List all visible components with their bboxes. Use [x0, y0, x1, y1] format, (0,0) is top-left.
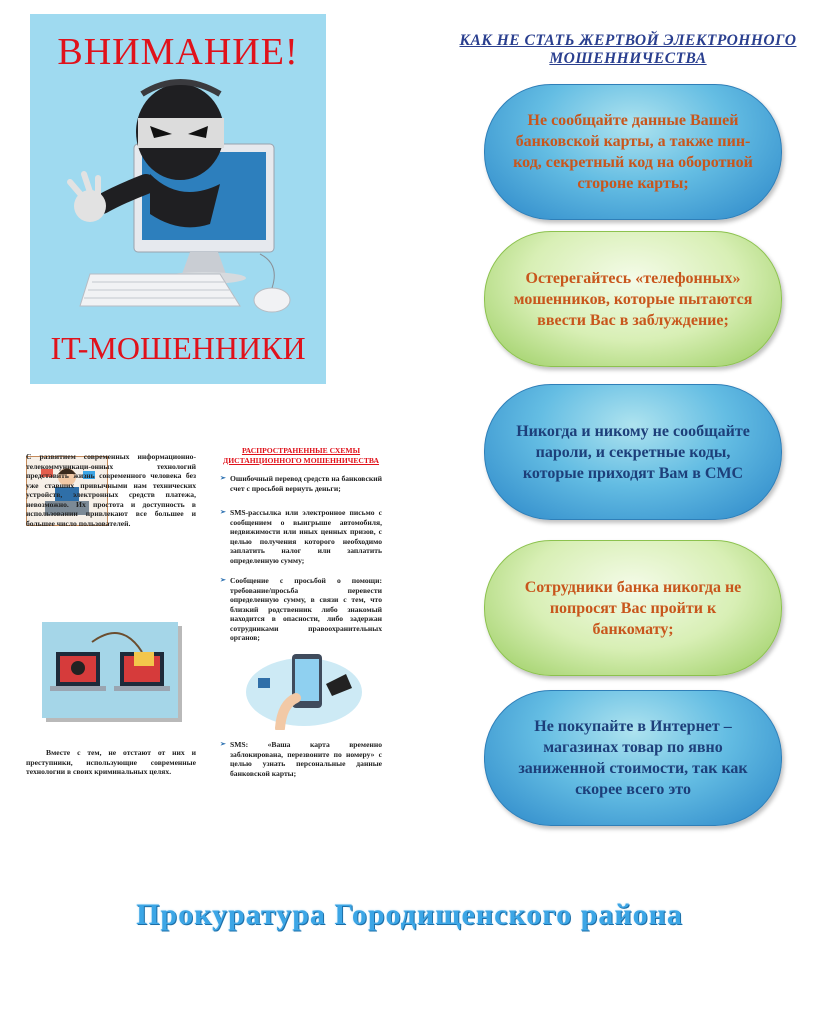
- tip-text: Сотрудники банка никогда не попросят Вас пройти к банкомату;: [524, 578, 742, 638]
- tip-card-1: [484, 84, 782, 220]
- scheme-item-2: ➢ SMS-рассылка или электронное письмо с сообщением о выигрыше автомобиля, недвижимости или иных ценных призов, с целью получения которого необходимо заплатить налог или заплатить определенную сумму;: [220, 508, 382, 565]
- phone-thief-illustration: [242, 644, 366, 730]
- poster-subtitle: IT-МОШЕННИКИ: [50, 330, 306, 366]
- tips-heading: КАК НЕ СТАТЬ ЖЕРТВОЙ ЭЛЕКТРОННОГО МОШЕННИЧЕСТВА: [459, 32, 797, 67]
- outro-text: Вместе с тем, не отстают от них и преступники, использующие современные технологии в своих криминальных целях.: [26, 748, 196, 776]
- tip-text: Не покупайте в Интернет – магазинах товар по явно заниженной стоимости, так как скорее всего это: [518, 718, 748, 798]
- scheme-item-4: ➢ SMS: «Ваша карта временно заблокирована, перезвоните по номеру» с целью узнать персональные данные банковской карты;: [220, 740, 382, 778]
- tip-card-3: [484, 384, 782, 520]
- tip-card-5: [484, 690, 782, 826]
- intro-paragraph: С развитием современных информационно-телекоммуникаци-онных технологий представить жизнь современного человека без уже ставших привычными нам технических устройств, электронных средств платежа, невозможно. Их простота и доступность в использовании привлекают все большее и большее число пользователей.: [26, 452, 196, 528]
- intro-text: [26, 452, 196, 528]
- tip-text: Не сообщайте данные Вашей банковской карты, а также пин-код, секретный код на оборотной стороне карты;: [513, 112, 753, 192]
- hacker-monitor-illustration: [50, 74, 310, 324]
- tip-card-2: [484, 231, 782, 367]
- warning-poster: [30, 14, 326, 384]
- poster-title: ВНИМАНИЕ!: [57, 31, 299, 73]
- tip-card-4: [484, 540, 782, 676]
- scheme-item-3: ➢ Сообщение с просьбой о помощи: требование/просьба перевести определенную сумму, в связи с тем, что близкий родственник либо знакомый находится в опасности, либо задержан сотрудниками правоохранительных органов;: [220, 576, 382, 642]
- tip-text: Остерегайтесь «телефонных» мошенников, которые пытаются ввести Вас в заблуждение;: [513, 269, 753, 329]
- schemes-title: РАСПРОСТРАНЕННЫЕ СХЕМЫ ДИСТАНЦИОННОГО МОШЕННИЧЕСТВА: [222, 446, 380, 465]
- scheme-item-1: ➢ Ошибочный перевод средств на банковский счет с просьбой вернуть деньги;: [220, 474, 382, 493]
- footer-title: Прокуратура Городищенского района: [136, 898, 683, 931]
- tip-text: Никогда и никому не сообщайте пароли, и секретные коды, которые приходят Вам в СМС: [516, 422, 750, 482]
- phishing-laptops-illustration: [42, 622, 178, 718]
